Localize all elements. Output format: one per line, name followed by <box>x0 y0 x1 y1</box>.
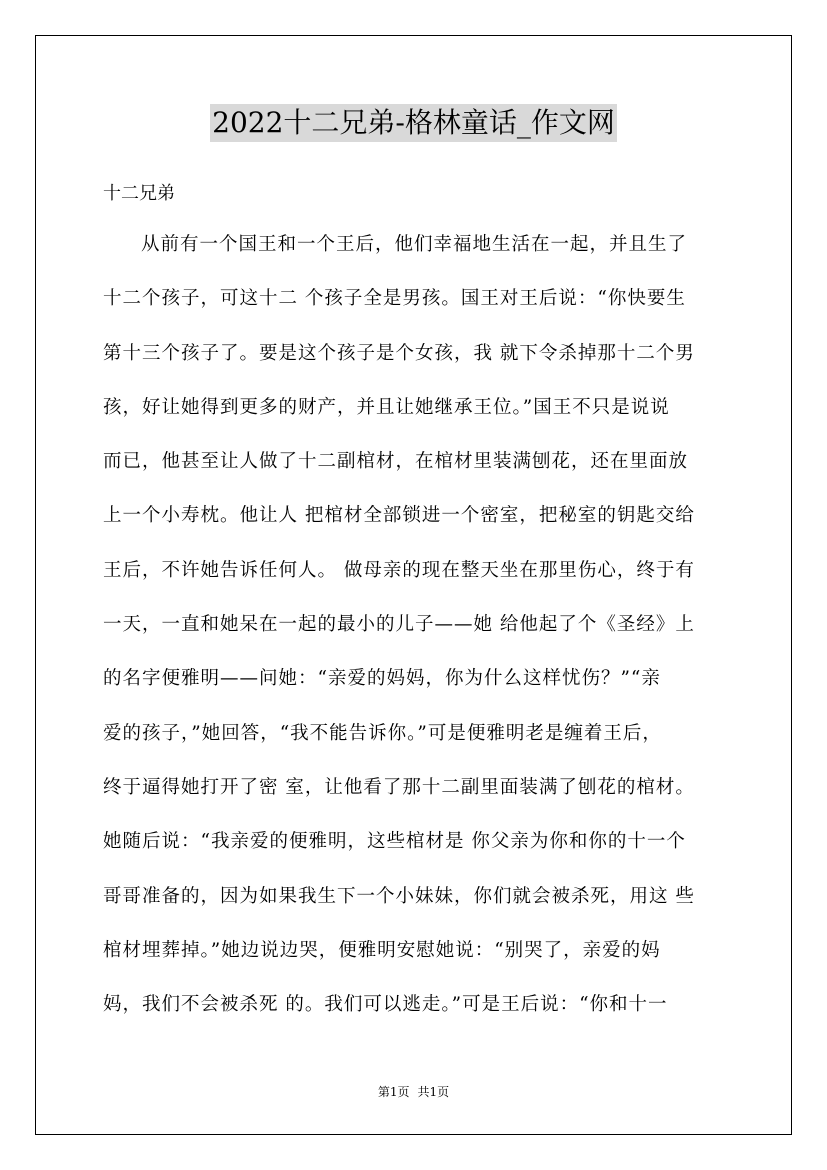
text-line: 孩，好让她得到更多的财产，并且让她继承王位。”国王不只是说说 <box>103 396 670 418</box>
text-line: 妈，我们不会被杀死 的。我们可以逃走。”可是王后说：“你和十一 <box>103 994 668 1016</box>
page-number: 第1页 <box>377 1085 410 1099</box>
text-line: 她随后说：“我亲爱的便雅明，这些棺材是 你父亲为你和你的十一个 <box>103 831 686 853</box>
text-line: 而已，他甚至让人做了十二副棺材，在棺材里装满刨花，还在里面放 <box>103 451 689 473</box>
title-container <box>0 104 827 142</box>
text-line: 哥哥准备的，因为如果我生下一个小妹妹，你们就会被杀死，用这 些 <box>103 885 695 907</box>
text-line: 从前有一个国王和一个王后，他们幸福地生活在一起，并且生了 <box>141 234 688 255</box>
document-subtitle: 十二兄弟 <box>103 183 175 204</box>
page-footer <box>0 1084 827 1100</box>
text-line: 上一个小寿枕。他让人 把棺材全部锁进一个密室，把秘室的钥匙交给 <box>103 505 695 527</box>
text-line: 王后，不许她告诉任何人。 做母亲的现在整天坐在那里伤心，终于有 <box>103 559 695 581</box>
text-line: 棺材埋葬掉。”她边说边哭，便雅明安慰她说：“别哭了，亲爱的妈 <box>103 939 661 961</box>
text-line: 的名字便雅明——问她：“亲爱的妈妈，你为什么这样忧伤？”“亲 <box>103 668 661 690</box>
document-title: 2022十二兄弟-格林童话_作文网 <box>210 104 617 142</box>
text-line: 第十三个孩子了。要是这个孩子是个女孩，我 就下令杀掉那十二个男 <box>103 342 695 364</box>
text-line: 爱的孩子，”她回答，“我不能告诉你。”可是便雅明老是缠着王后， <box>103 722 662 744</box>
body-text <box>103 231 743 1045</box>
text-line: 十二个孩子，可这十二 个孩子全是男孩。国王对王后说：“你快要生 <box>103 288 686 310</box>
text-line: 一天，一直和她呆在一起的最小的儿子——她 给他起了个《圣经》上 <box>103 614 695 636</box>
text-line: 终于逼得她打开了密 室，让他看了那十二副里面装满了刨花的棺材。 <box>103 776 695 798</box>
page-total: 共1页 <box>417 1085 450 1099</box>
